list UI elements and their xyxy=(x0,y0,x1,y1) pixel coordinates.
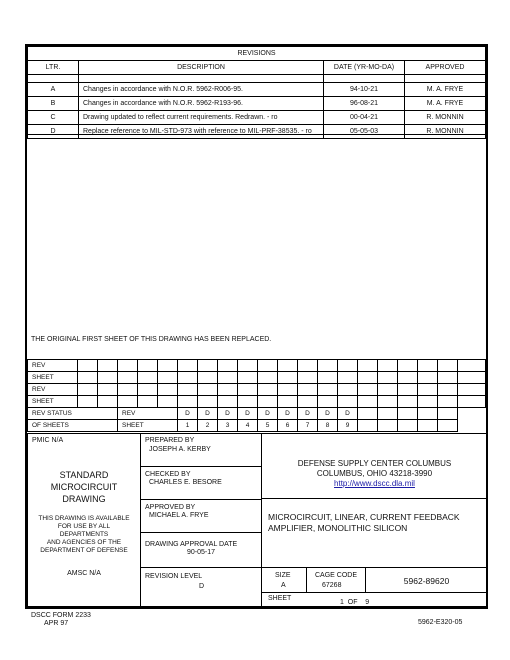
rev-approved: M. A. FRYE xyxy=(405,97,486,111)
rev-desc: Replace reference to MIL-STD-973 with reference to MIL-PRF-38535. - ro xyxy=(79,125,324,139)
sheet-value: 3 xyxy=(218,420,238,432)
rev-ltr: A xyxy=(28,83,79,97)
rev-status-grid xyxy=(27,359,486,432)
grid-label-sheet: SHEET xyxy=(28,372,78,384)
drawing-title: MICROCIRCUIT, LINEAR, CURRENT FEEDBACK AMPLIFIER, MONOLITHIC SILICON xyxy=(268,512,460,533)
approval-date-cell: DRAWING APPROVAL DATE 90-05-17 xyxy=(140,532,262,568)
agency-link[interactable]: http://www.dscc.dla.mil xyxy=(334,479,415,488)
checked-by-name: CHARLES E. BESORE xyxy=(149,479,222,486)
availability-note: THIS DRAWING IS AVAILABLE FOR USE BY ALL DEPARTMENTS AND AGENCIES OF THE DEPARTMENT OF DEFENSE xyxy=(38,515,130,554)
rev-label: REV xyxy=(118,408,178,420)
cage-code-cell: CAGE CODE 67268 xyxy=(306,567,366,593)
title-block-left xyxy=(27,433,141,607)
size-value: A xyxy=(281,582,286,589)
rev-value: D xyxy=(238,408,258,420)
amsc: AMSC N/A xyxy=(67,570,101,577)
header-description: DESCRIPTION xyxy=(79,61,324,75)
rev-status-label: REV STATUS xyxy=(28,408,118,420)
drawing-title-cell xyxy=(261,498,488,568)
revision-row xyxy=(28,97,486,111)
rev-approved: R. MONNIN xyxy=(405,111,486,125)
header-date: DATE (YR-MO-DA) xyxy=(324,61,405,75)
sheet-value: 1 xyxy=(178,420,198,432)
header-approved: APPROVED xyxy=(405,61,486,75)
rev-value: D xyxy=(198,408,218,420)
rev-desc: Drawing updated to reflect current requirements. Redrawn. - ro xyxy=(79,111,324,125)
rev-date: 00-04-21 xyxy=(324,111,405,125)
prepared-by-name: JOSEPH A. KERBY xyxy=(149,446,211,453)
rev-approved: R. MONNIN xyxy=(405,125,486,139)
revisions-bottom-rule xyxy=(27,134,486,135)
sheet-value: 9 xyxy=(338,420,358,432)
rev-date: 94-10-21 xyxy=(324,83,405,97)
rev-value: D xyxy=(278,408,298,420)
size-cell: SIZE A xyxy=(261,567,307,593)
revision-level-cell: REVISION LEVEL D xyxy=(140,567,262,607)
approved-by-cell: APPROVED BY MICHAEL A. FRYE xyxy=(140,499,262,533)
dwg-number: 5962-89620 xyxy=(403,576,450,586)
rev-date: 96-08-21 xyxy=(324,97,405,111)
rev-date: 05-05-03 xyxy=(324,125,405,139)
grid-label-rev: REV xyxy=(28,360,78,372)
replaced-note: THE ORIGINAL FIRST SHEET OF THIS DRAWING HAS BEEN REPLACED. xyxy=(31,336,272,343)
rev-desc: Changes in accordance with N.O.R. 5962-R006-95. xyxy=(79,83,324,97)
rev-approved: M. A. FRYE xyxy=(405,83,486,97)
sheet-value: 5 xyxy=(258,420,278,432)
pmic: PMIC N/A xyxy=(32,437,64,444)
rev-value: D xyxy=(258,408,278,420)
header-ltr: LTR. xyxy=(28,61,79,75)
agency-name: DEFENSE SUPPLY CENTER COLUMBUS xyxy=(297,459,452,468)
sheet-value: 2 xyxy=(198,420,218,432)
sheet-value: 7 xyxy=(298,420,318,432)
rev-value: D xyxy=(298,408,318,420)
agency-cell xyxy=(261,433,488,499)
form-number: DSCC FORM 2233 xyxy=(31,612,91,619)
sheet-label: SHEET xyxy=(118,420,178,432)
revision-row xyxy=(28,83,486,97)
checked-by-cell: CHECKED BY CHARLES E. BESORE xyxy=(140,466,262,500)
approval-date: 90-05-17 xyxy=(187,549,216,556)
revision-level: D xyxy=(199,583,205,590)
revisions-title: REVISIONS xyxy=(28,47,486,61)
grid-label-sheet-2: SHEET xyxy=(28,396,78,408)
sheet-cell: SHEET 1 OF 9 xyxy=(261,592,488,607)
standard-drawing-title: STANDARD MICROCIRCUIT DRAWING xyxy=(50,470,118,504)
revisions-table xyxy=(27,46,486,139)
sheet-value: 6 xyxy=(278,420,298,432)
rev-value: D xyxy=(178,408,198,420)
approved-by-name: MICHAEL A. FRYE xyxy=(149,512,209,519)
rev-ltr: C xyxy=(28,111,79,125)
revision-row xyxy=(28,111,486,125)
sheet-of: 1 OF 9 xyxy=(340,599,370,606)
of-sheets-label: OF SHEETS xyxy=(28,420,118,432)
revision-row xyxy=(28,125,486,139)
dwg-number-cell xyxy=(365,567,488,593)
rev-value: D xyxy=(338,408,358,420)
rev-desc: Changes in accordance with N.O.R. 5962-R193-96. xyxy=(79,97,324,111)
rev-ltr: D xyxy=(28,125,79,139)
doc-number: 5962-E320-05 xyxy=(418,619,463,626)
form-date: APR 97 xyxy=(44,620,69,627)
sheet-value: 4 xyxy=(238,420,258,432)
rev-ltr: B xyxy=(28,97,79,111)
rev-value: D xyxy=(218,408,238,420)
sheet-value: 8 xyxy=(318,420,338,432)
cage-code: 67268 xyxy=(322,582,342,589)
agency-address: COLUMBUS, OHIO 43218-3990 xyxy=(316,469,433,478)
grid-label-rev-2: REV xyxy=(28,384,78,396)
prepared-by-cell: PREPARED BY JOSEPH A. KERBY xyxy=(140,433,262,467)
rev-value: D xyxy=(318,408,338,420)
